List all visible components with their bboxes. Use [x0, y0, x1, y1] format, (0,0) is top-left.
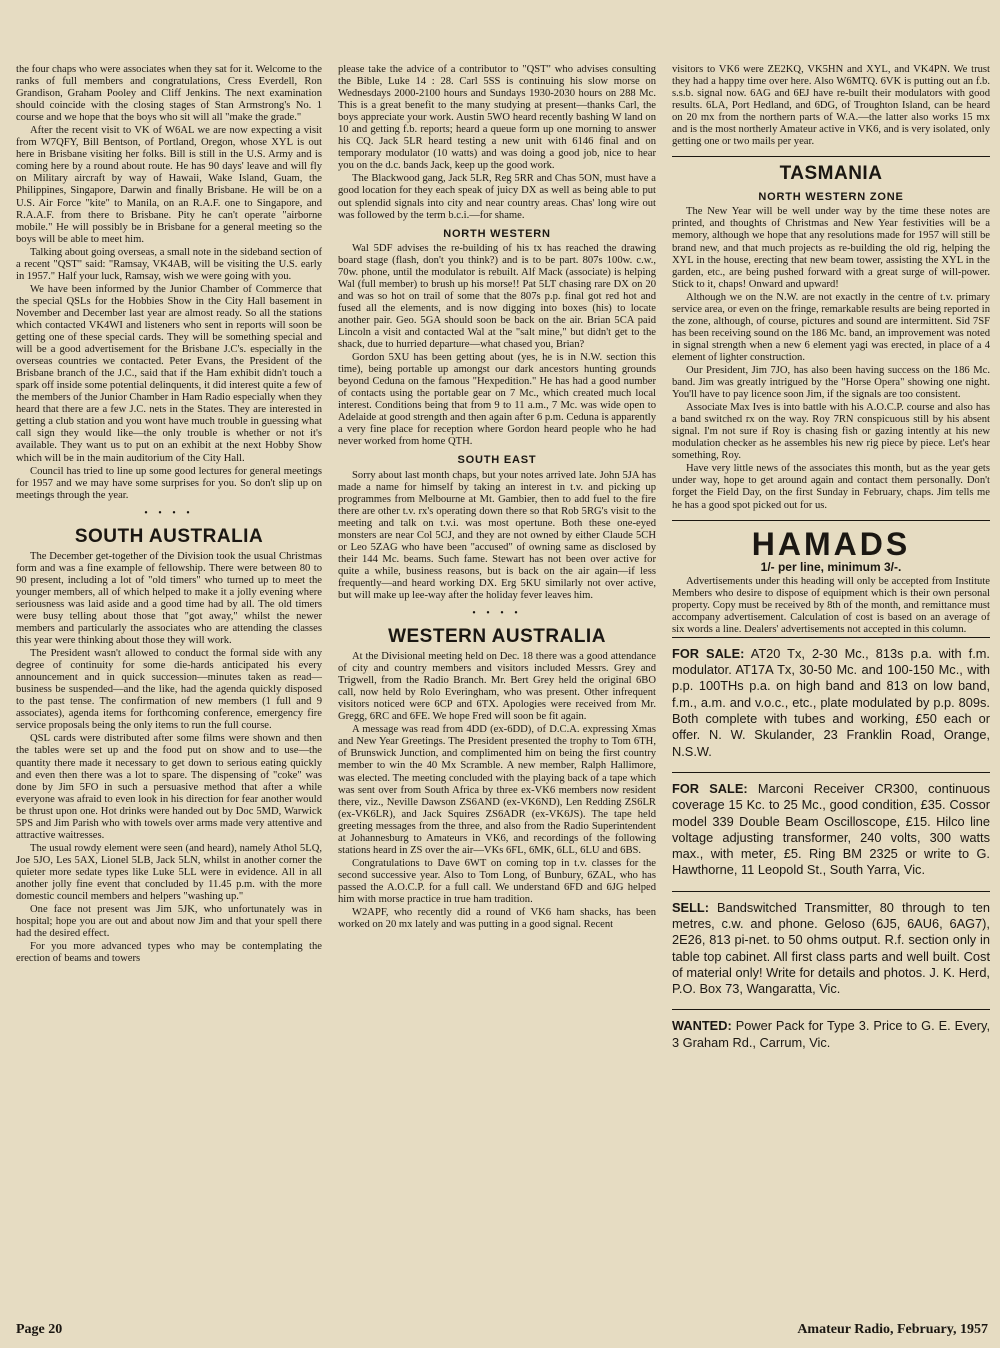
- heading-western-australia: WESTERN AUSTRALIA: [388, 626, 606, 648]
- heading-tasmania: TASMANIA: [779, 163, 883, 185]
- paragraph: A message was read from 4DD (ex-6DD), of D.C.A. expressing Xmas and New Year Greetings. The President presented the trophy to Tom 6TH, of Brunswick Junction, and complimented him on being the first country member to win the 40 Mx Scramble. A new member, Ralph Hallimore, was elected. The meeting concluded with the playing back of a tape which was sent over from South Africa by three ex-VK6 members now resident there, viz., Neville Dawson ZS6AND (ex-VK6ND), Len Redding ZS6LR (ex-VK6LR), and Jack Squires ZS6ADR (ex-VK6JS). The tape held greeting messages from the three, and also from the Radio Superintendent at Johannesburg to Amateurs in VK6, and recordings of the following stations heard in ZS over the air—VKs 6FL, 6MK, 6LL, 6LU and 6BS.: [338, 724, 656, 856]
- divider: [672, 772, 990, 773]
- section-separator: • • • •: [144, 507, 194, 519]
- hamads-note: Advertisements under this heading will only be accepted from Institute Members who desire to dispose of equipment which is their own personal property. Copy must be received by 8th of the month, and remittance must accompany advertisement. Calculation of cost is based on an average of six words a line. Dealers' advertisements not accepted in this column.: [672, 575, 990, 635]
- ad-lead: SELL:: [672, 899, 709, 915]
- paragraph: W2APF, who recently did a round of VK6 ham shacks, has been worked on 20 mx lately and was putting in a good signal. Recent: [338, 907, 656, 931]
- heading-south-east: SOUTH EAST: [457, 454, 537, 467]
- page-number: Page 20: [16, 1322, 63, 1337]
- paragraph: Have very little news of the associates this month, but as the year gets under way, hope to get around again and contact them personally. Don't forget the Field Day, on the first Sunday in February, chaps. Jim tells me he has a good spot picked out for us.: [672, 463, 990, 511]
- paragraph: the four chaps who were associates when they sat for it. Welcome to the ranks of full members and congratulations, Cress Everdell, Ron Grandison, Graham Pooley and Cliff Jenkins. The next examination should coincide with the closing stages of Stan Armstrong's No. 1 course and we hope that the boys who sit will all "make the grade.": [16, 64, 322, 124]
- hamads-title: HAMADS: [751, 525, 911, 562]
- paragraph: Associate Max Ives is into battle with his A.O.C.P. course and also has a band switched rx on the way. Roy 7RN conspicuous still by his absent signal. I'm not sure if Roy is chasing fish or gazing intently at his new modulation checker as he assembles his new rig piece by piece. Let's hear something, Roy.: [672, 402, 990, 462]
- divider: [672, 891, 990, 892]
- paragraph: QSL cards were distributed after some films were shown and then the tables were set up and the food put on show and to use—the quantity there made it necessary to get down to serious eating quickly and even then there was a lot to spare. The dispensing of "coke" was done by Jim 5FO in such a persuasive method that after a while everyone was afraid to even look in his direction for fear another would be thrust upon one. Hot drinks were handed out by Doc 5MD, Warwick 5PS and Jim Parish who with towels over arms made very attentive and attractive waitresses.: [16, 733, 322, 841]
- paragraph: visitors to VK6 were ZE2KQ, VK5HN and XYL, and VK4PN. We trust they had a happy time over here. Also W6MTQ. 6VK is putting out an f.b. s.s.b. signal now. 6AG and 6EJ have re-built their modulators with good results. 6LA, Port Hedland, and 6DG, of Troughton Island, can be heard on 20 mx from the northern parts of W.A.—the latter also works 15 mx and is the most northerly Amateur active in VK6, and is very isolated, only getting one or two mails per year.: [672, 64, 990, 148]
- paragraph: The usual rowdy element were seen (and heard), namely Athol 5LQ, Joe 5JO, Les 5AX, Lionel 5LB, Jack 5LN, whilst in another corner the quieter more sedate types like Luke 5LL were in evidence. All in all another jolly fine event that concluded by 11.45 p.m. with the more domestic council members and helpers "washing up.": [16, 842, 322, 903]
- paragraph: One face not present was Jim 5JK, who unfortunately was in hospital; hope you are out and about now Jim and that your spell there had the desired effect.: [16, 904, 322, 940]
- paragraph: Although we on the N.W. are not exactly in the centre of t.v. primary service area, or even on the fringe, remarkable results are being reported in the zone, although, of course, pictures and sound are intermittent. Sid 7SF has been receiving sound on the 186 Mc. band, an improvement was noted in signal strength when a new 6 element yagi was erected, in place of a 4 element of lighter construction.: [672, 291, 990, 363]
- heading-south-australia: SOUTH AUSTRALIA: [74, 525, 264, 547]
- publication-footer: Amateur Radio, February, 1957: [797, 1322, 988, 1337]
- ad-lead: FOR SALE:: [672, 645, 745, 661]
- section-separator: • • • •: [472, 608, 522, 620]
- classified-ad: [672, 781, 990, 879]
- classified-ad: [672, 900, 990, 998]
- paragraph: Congratulations to Dave 6WT on coming top in t.v. classes for the second successive year. Also to Tom Long, of Bunbury, 6ZAL, who has passed the A.O.C.P. for a full call. We understand 6FD and 6JG helped him with morse practice in true ham tradition.: [338, 857, 656, 905]
- paragraph: At the Divisional meeting held on Dec. 18 there was a good attendance of city and country members and visitors included Messrs. Grey and Trigwell, from the Radio Branch. Mr. Bert Grey held the original 6BO call, now held by Rolo Everingham, who was present. Other infrequent visitors noticed were 6CP and 6TX. Apologies were received from Mr. Gregg, 6RC and 6FE. We hope Fred will soon be fit again.: [338, 651, 656, 723]
- column-2: [338, 64, 656, 932]
- classified-ad: [672, 646, 990, 760]
- paragraph: For you more advanced types who may be contemplating the erection of beams and towers: [16, 941, 322, 965]
- paragraph: The New Year will be well under way by the time these notes are printed, and thoughts of Christmas and New Year festivities will be a memory, although we hope that any resolutions made for 1957 will still be brand new, and that much projects as re-building the old rig, helping the XYL in the house, erecting that new beam tower, assisting the XYL in the garden, etc., are being pushed forward with a great surge of will-power. Stick to it, chaps! Onward and upward!: [672, 206, 990, 290]
- paragraph: Wal 5DF advises the re-building of his tx has reached the drawing board stage (flash, don't you think?) and is to be part. 807s 100w. c.w., 70w. phone, until the modulator is rebuilt. Alf Mack (associate) is helping Wal (full member) to brush up his morse!! Pat 5LT chasing rare DX on 20 and was so hot on trail of some that the 807s p.p. final got red hot and fused all the elements, and is now digging into boxes (his) to locate another pair. Geo. 5GA should soon be back on the air. Brian 5CA paid Lincoln a visit and contacted Wal at the "salt mine," but didn't get to the shack, due to hurried departure—what chased you, Brian?: [338, 242, 656, 351]
- paragraph: We have been informed by the Junior Chamber of Commerce that the special QSLs for the Hobbies Show in the City Hall basement in November and December last year are almost ready. So all the stations which contacted VK4WI and listeners who sent in reports will soon be getting one of these special cards. They will be something special and will be a good advertisement for the Brisbane J.C's. especially in the overseas countries we contacted. Peter Evans, the President of the Brisbane branch of the J.C., said that if the Ham exhibit didn't touch a spark off inside some potential delinquents, it did interest quite a few of the members of the Junior Chamber in Ham Radio especially when they heard that there are a few J.C. nets in the States. They are interested in getting a club station and you wont have much trouble in guessing what call sign they would like—the only trouble is whether or not it's available. They want us to put on an exhibit at the next Hobby Show which will be in the main auditorium of the City Hall.: [16, 283, 322, 464]
- divider: [672, 520, 990, 521]
- ad-lead: WANTED:: [672, 1018, 732, 1034]
- divider: [672, 637, 990, 638]
- heading-north-western-zone: NORTH WESTERN ZONE: [758, 191, 904, 204]
- ad-lead: FOR SALE:: [672, 780, 748, 796]
- hamads-rate: 1/- per line, minimum 3/-.: [760, 559, 902, 574]
- divider: [672, 1009, 990, 1010]
- classified-ad: [672, 1018, 990, 1051]
- ad-body: Marconi Receiver CR300, continuous coverage 15 Kc. to 25 Mc., good condition, £35. Cossor model 339 Double Beam Oscilloscope, £15. Hilco line voltage adjusting transformer, 240 volts, 300 watts max., with meter, £5. Ring BM 2325 or write to G. Hawthorne, 11 Leopold St., South Yarra, Vic.: [672, 780, 990, 878]
- column-3: [672, 64, 990, 1063]
- paragraph: The December get-together of the Division took the usual Christmas form and was a fine example of fellowship. There were between 80 to 90 present, including a lot of "old timers" who turned up to meet the younger members, all of which helped to make it a jolly evening where seriousness was laid aside and a good time had by all. The old timers were busy telling about those that "got away," whilst the newer members and particularly the associates who are attending the classes this year were thinking about those they will work.: [16, 550, 322, 647]
- column-1: [16, 64, 322, 966]
- paragraph: please take the advice of a contributor to "QST" who advises consulting the Bible, Luke 14 : 28. Carl 5SS is continuing his slow morse on Wednesdays 2000-2100 hours and Sundays 1930-2030 hours on 288 Mc. This is a great benefit to the many studying at present—thanks Carl, the boys appreciate your work. Austin 5WO heard recently bashing W land on 10 and getting f.b. reports; heard a queue form up one morning to answer his CQ. Jack 5LR heard testing a new unit with 6146 final and on temporary modulator (10 watts) and was doing a good job, nice to hear you on the d.c. bands Jack, keep up the good work.: [338, 64, 656, 172]
- heading-north-western: NORTH WESTERN: [443, 227, 551, 240]
- paragraph: The Blackwood gang, Jack 5LR, Reg 5RR and Chas 5ON, must have a good location for they each speak of juicy DX as well as being able to put out splendid signals into city and near country areas. Chas' long wire out was followed by the term b.c.i.—for shame.: [338, 173, 656, 221]
- paragraph: Sorry about last month chaps, but your notes arrived late. John 5JA has made a name for himself by taking an interest in t.v. and picking up programmes from Melbourne at Mt. Gambier, then to add fuel to the fire there are other t.v. rx's operating down there so that Rob 5RG's visit to the meeting and talk on t.v.i. was most opertune. Both these one-eyed monsters are near Col 5CJ, and they are not owned by either Claude 5CH or Leo 5ZAG who have been "accused" of owning same as disclosed by their 144 Mc. beams. Such fame. Stewart has not been over active for quite a while, business reasons, but is back on the air again—if less frequently—and heard working DX. Erg 5KU similarly not over active, but will make up lee-way after the holiday fever leaves him.: [338, 469, 656, 601]
- ad-body: Power Pack for Type 3. Price to G. E. Every, 3 Graham Rd., Carrum, Vic.: [672, 1018, 990, 1050]
- paragraph: Talking about going overseas, a small note in the sideband section of a recent "QST" said: "Ramsay, VK4AB, will be visiting the U.S. early in 1957." Half your luck, Ramsay, wish we were going with you.: [16, 246, 322, 282]
- divider: [672, 156, 990, 157]
- ad-body: AT20 Tx, 2-30 Mc., 813s p.a. with f.m. modulator. AT17A Tx, 30-50 Mc. and 100-150 Mc., with p.p. 100THs p.a. on high band and 813 on low band, f.m., a.m. and v.o.c., etc., plate modulated by p.p. 809s. Both complete with tubes and working, £50 each or offer. N. W. Skulander, 23 Franklin Road, Orange, N.S.W.: [672, 645, 990, 759]
- paragraph: Council has tried to line up some good lectures for general meetings for 1957 and we may have some surprises for you. So don't slip up on meetings through the year.: [16, 465, 322, 501]
- paragraph: Our President, Jim 7JO, has also been having success on the 186 Mc. band. Jim was greatly intrigued by the "Horse Opera" showing one night. You'll have to pay licence soon Jim, if the signals are too consistent.: [672, 364, 990, 401]
- paragraph: After the recent visit to VK of W6AL we are now expecting a visit from W7QFY, Bill Bentson, of Portland, Oregon, whose XYL is out here in Brisbane visiting her folks. Bill is still in the U.S. Army and is coming here by a round about route. He has 90 days' leave and will fly on Military aircraft by way of Hawaii, Wake Island, Guam, the Philippines, Singapore, Darwin and finally Brisbane. He will be on a U.S. Air Force "kite" to Manila, on an R.A.F. one to Singapore, and R.A.A.F. from there to Brisbane. Pity he can't operate "airborne mobile." He will possibly be in Brisbane for a general meeting so the boys will be able to meet him.: [16, 125, 322, 245]
- paragraph: The President wasn't allowed to conduct the formal side with any degree of continuity for some die-hards anticipated his every announcement and in quick succession—minutes taken as read—business be suspended—and the like, had the agenda quickly disposed to the past tense. The confirmation of new members (1 full and 9 associates), agenda items for forthcoming conference, emergency fire service proposals being the only items to run the full course.: [16, 648, 322, 732]
- paragraph: Gordon 5XU has been getting about (yes, he is in N.W. section this time), being portable up amongst our dark ancestors hunting grounds beyond Ceduna on the famous "Hexpedition." He has had a good number of contacts using the portable gear on 7 Mc., which created much local interest. Conditions being that from 9 to 11 a.m., 7 Mc. was wide open to Adelaide at good strength and then again after 6 p.m. Ceduna is apparently a very fine place for reception where Gordon heard people who he had never worked from home QTH.: [338, 352, 656, 448]
- ad-body: Bandswitched Transmitter, 80 through to ten metres, c.w. and phone. Geloso (6J5, 6AU6, 6AG7), 2E26, 813 pi-net. to 50 ohms output. R.f. section only in table top cabinet. All first class parts and well built. Cost of material only! Write for details and photos. J. K. Herd, P.O. Box 73, Wangaratta, Vic.: [672, 899, 990, 997]
